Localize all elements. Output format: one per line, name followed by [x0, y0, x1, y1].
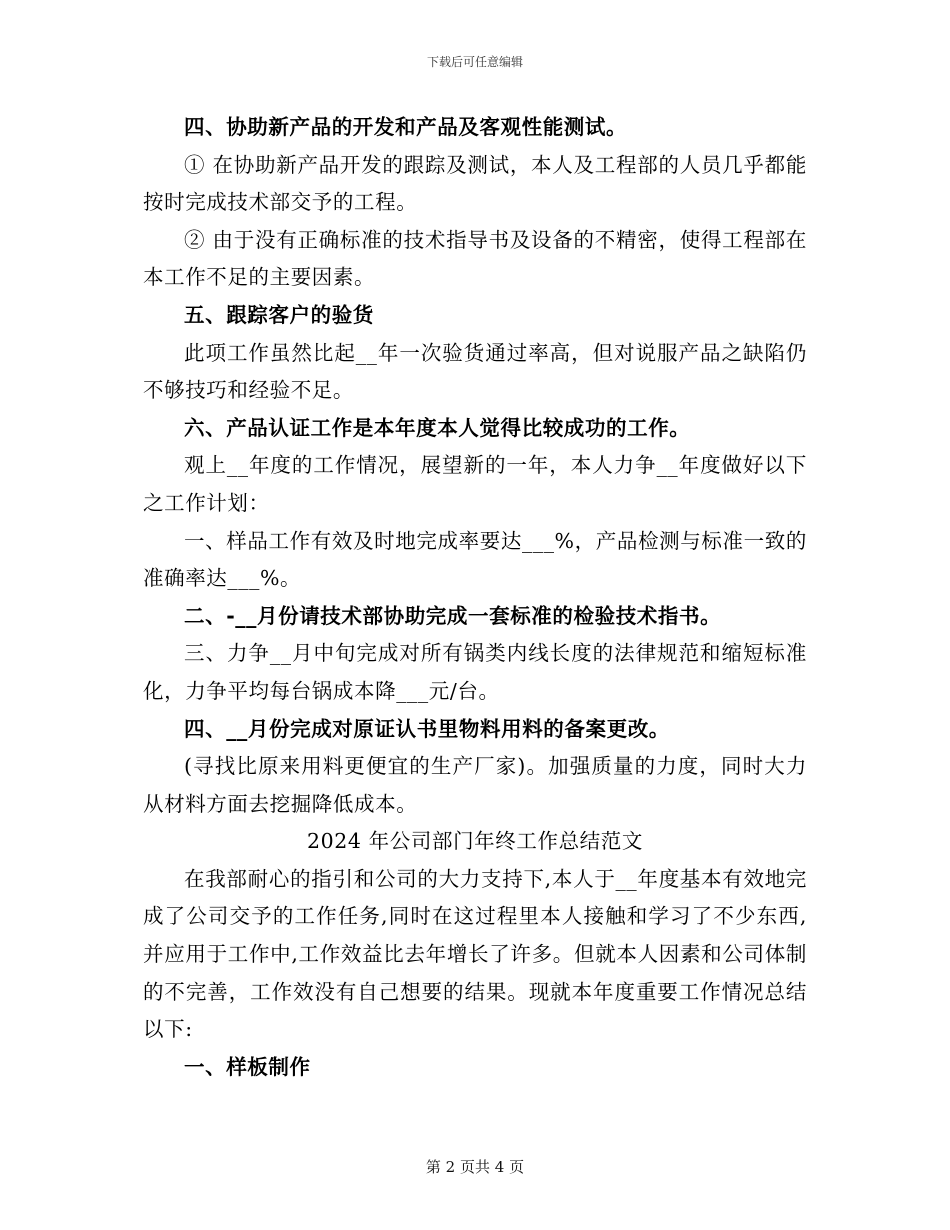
section-heading-four: 四、协助新产品的开发和产品及客观性能测试。 — [184, 115, 628, 139]
plan-item-one: 一、样品工作有效及时地完成率要达___%，产品检测与标准一致的准确率达___%。 — [143, 528, 807, 591]
document-title: 2024 年公司部门年终工作总结范文 — [307, 829, 643, 854]
paragraph: ① 在协助新产品开发的跟踪及测试，本人及工程部的人员几乎都能按时完成技术部交予的工程。 — [143, 152, 807, 215]
page-header: 下载后可任意编辑 — [426, 55, 523, 69]
plan-item-three: 三、力争__月中旬完成对所有锅类内线长度的法律规范和缩短标准化，力争平均每台锅成本降___元/台。 — [143, 641, 807, 703]
paragraph: 此项工作虽然比起__年一次验货通过率高，但对说服产品之缺陷仍不够技巧和经验不足。 — [143, 340, 807, 403]
document-body — [143, 109, 807, 1086]
paragraph: ② 由于没有正确标准的技术指导书及设备的不精密，使得工程部在本工作不足的主要因素。 — [143, 227, 807, 290]
paragraph: (寻找比原来用料更便宜的生产厂家)。加强质量的力度，同时大力从材料方面去挖掘降低成本。 — [143, 754, 807, 816]
section-heading-samples: 一、样板制作 — [184, 1054, 311, 1079]
paragraph: 在我部耐心的指引和公司的大力支持下,本人于__年度基本有效地完成了公司交予的工作任务,同时在这过程里本人接触和学习了不少东西,并应用于工作中,工作效益比去年增长了许多。但就本人因素和公司体制的不完善，工作效没有自己想要的结果。现就本年度重要工作情况总结以下: — [143, 866, 807, 1042]
plan-item-two: 二、-__月份请技术部协助完成一套标准的检验技术指书。 — [184, 603, 722, 628]
section-heading-six: 六、产品认证工作是本年度本人觉得比较成功的工作。 — [184, 415, 691, 440]
plan-item-four: 四、__月份完成对原证认书里物料用料的备案更改。 — [184, 716, 670, 741]
paragraph: 观上__年度的工作情况，展望新的一年，本人力争__年度做好以下之工作计划： — [143, 453, 807, 515]
page-footer: 第 2 页共 4 页 — [425, 1158, 525, 1176]
section-heading-five: 五、跟踪客户的验货 — [184, 302, 374, 327]
